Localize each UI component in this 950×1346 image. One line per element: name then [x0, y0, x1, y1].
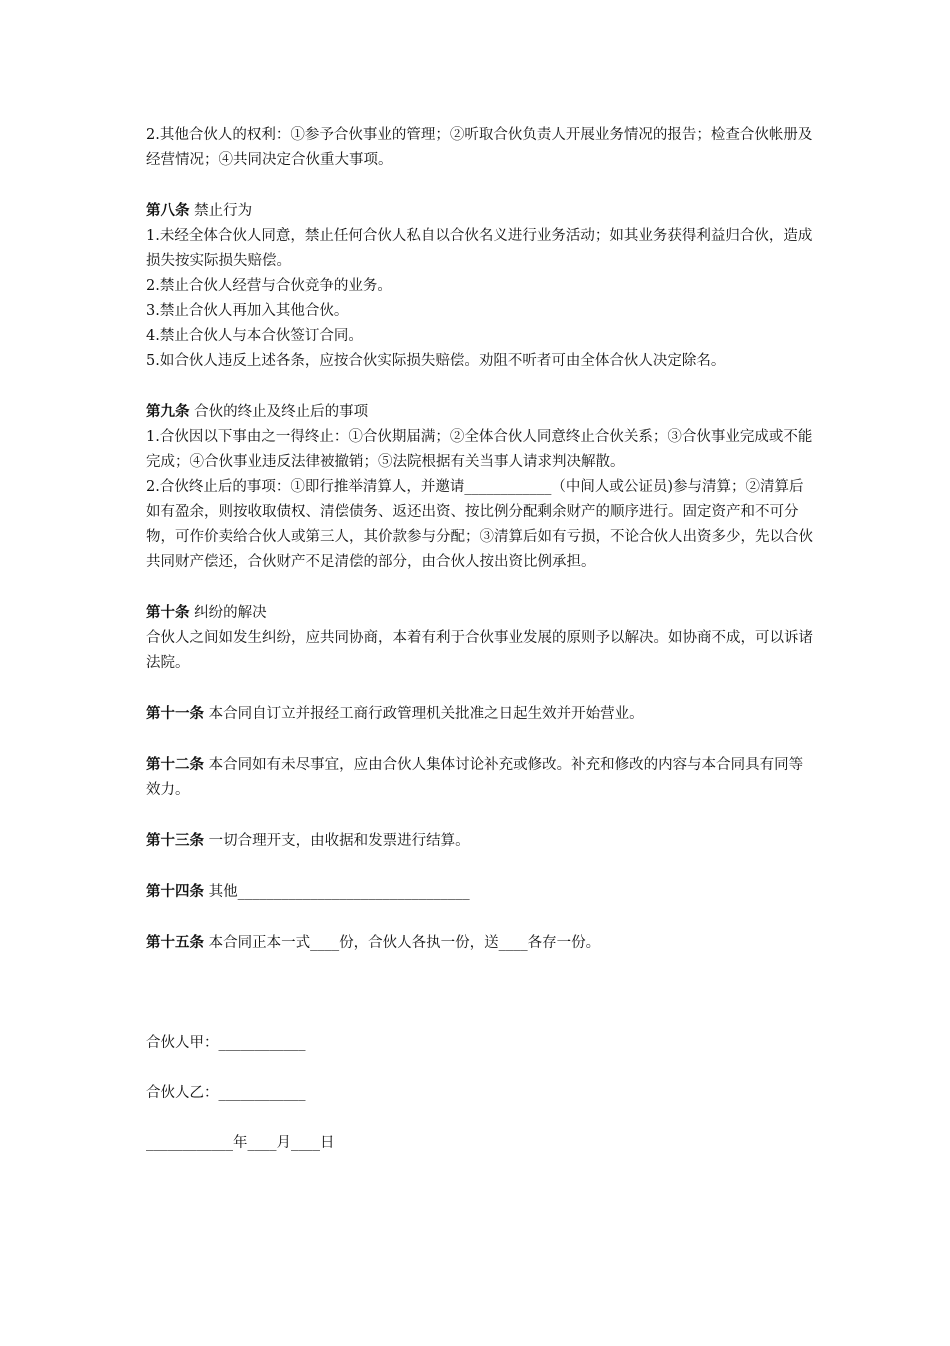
partner-b-signature: 合伙人乙：____________ — [146, 1085, 306, 1101]
clause-7-continued — [146, 123, 814, 173]
clause-13-body: 一切合理开支，由收据和发票进行结算。 — [204, 833, 470, 849]
clause-8-item-5: 5.如合伙人违反上述各条，应按合伙实际损失赔偿。劝阻不听者可由全体合伙人决定除名。 — [146, 353, 726, 369]
clause-9 — [146, 399, 814, 575]
clause-10-body: 合伙人之间如发生纠纷，应共同协商，本着有利于合伙事业发展的原则予以解决。如协商不成，可以诉诸法院。 — [146, 630, 813, 671]
clause-9-title: 合伙的终止及终止后的事项 — [189, 404, 369, 420]
clause-14-heading: 第十四条 — [146, 883, 204, 900]
clause-11 — [146, 701, 814, 727]
clause-8-item-4: 4.禁止合伙人与本合伙签订合同。 — [146, 328, 363, 344]
clause-10-title: 纠纷的解决 — [189, 605, 267, 621]
clause-11-body: 本合同自订立并报经工商行政管理机关批准之日起生效并开始营业。 — [204, 706, 644, 722]
clause-8-title: 禁止行为 — [189, 203, 253, 219]
signature-block — [146, 1031, 814, 1156]
clause-13 — [146, 828, 814, 854]
clause-13-heading: 第十三条 — [146, 832, 204, 849]
contract-page — [146, 123, 814, 1156]
clause-8 — [146, 198, 814, 374]
clause-14-body: 其他________________________________ — [204, 884, 470, 900]
clause-8-heading: 第八条 — [146, 202, 190, 219]
partner-a-signature: 合伙人甲：____________ — [146, 1035, 306, 1051]
clause-14 — [146, 879, 814, 905]
clause-8-item-1: 1.未经全体合伙人同意，禁止任何合伙人私自以合伙名义进行业务活动；如其业务获得利益归合伙，造成损失按实际损失赔偿。 — [146, 228, 813, 269]
clause-9-item-2: 2.合伙终止后的事项：①即行推举清算人，并邀请____________（中间人或公证员)参与清算；②清算后如有盈余，则按收取债权、清偿债务、返还出资、按比例分配剩余财产的顺序进行。固定资产和不可分物，可作价卖给合伙人或第三人，其价款参与分配；③清算后如有亏损，不论合伙人出资多少，先以合伙共同财产偿还，合伙财产不足清偿的部分，由合伙人按出资比例承担。 — [146, 479, 813, 570]
clause-7-item-2: 2.其他合伙人的权利：①参予合伙事业的管理；②听取合伙负责人开展业务情况的报告；检查合伙帐册及经营情况；④共同决定合伙重大事项。 — [146, 127, 813, 168]
clause-12-heading: 第十二条 — [146, 756, 204, 773]
clause-8-title-line — [146, 198, 814, 224]
clause-11-heading: 第十一条 — [146, 705, 204, 722]
clause-12-body: 本合同如有未尽事宜，应由合伙人集体讨论补充或修改。补充和修改的内容与本合同具有同等效力。 — [146, 757, 804, 798]
clause-9-title-line — [146, 399, 814, 425]
clause-15-heading: 第十五条 — [146, 934, 204, 951]
clause-10-heading: 第十条 — [146, 604, 190, 621]
clause-8-item-2: 2.禁止合伙人经营与合伙竞争的业务。 — [146, 278, 392, 294]
clause-15-body: 本合同正本一式____份，合伙人各执一份，送____各存一份。 — [204, 935, 601, 951]
signature-date: ____________年____月____日 — [146, 1135, 335, 1151]
clause-15 — [146, 930, 814, 956]
clause-9-heading: 第九条 — [146, 403, 190, 420]
clause-9-item-1: 1.合伙因以下事由之一得终止：①合伙期届满；②全体合伙人同意终止合伙关系；③合伙事业完成或不能完成；④合伙事业违反法律被撤销；⑤法院根据有关当事人请求判决解散。 — [146, 429, 813, 470]
clause-8-item-3: 3.禁止合伙人再加入其他合伙。 — [146, 303, 349, 319]
clause-10 — [146, 600, 814, 676]
clause-12 — [146, 752, 814, 803]
clause-10-title-line — [146, 600, 814, 626]
